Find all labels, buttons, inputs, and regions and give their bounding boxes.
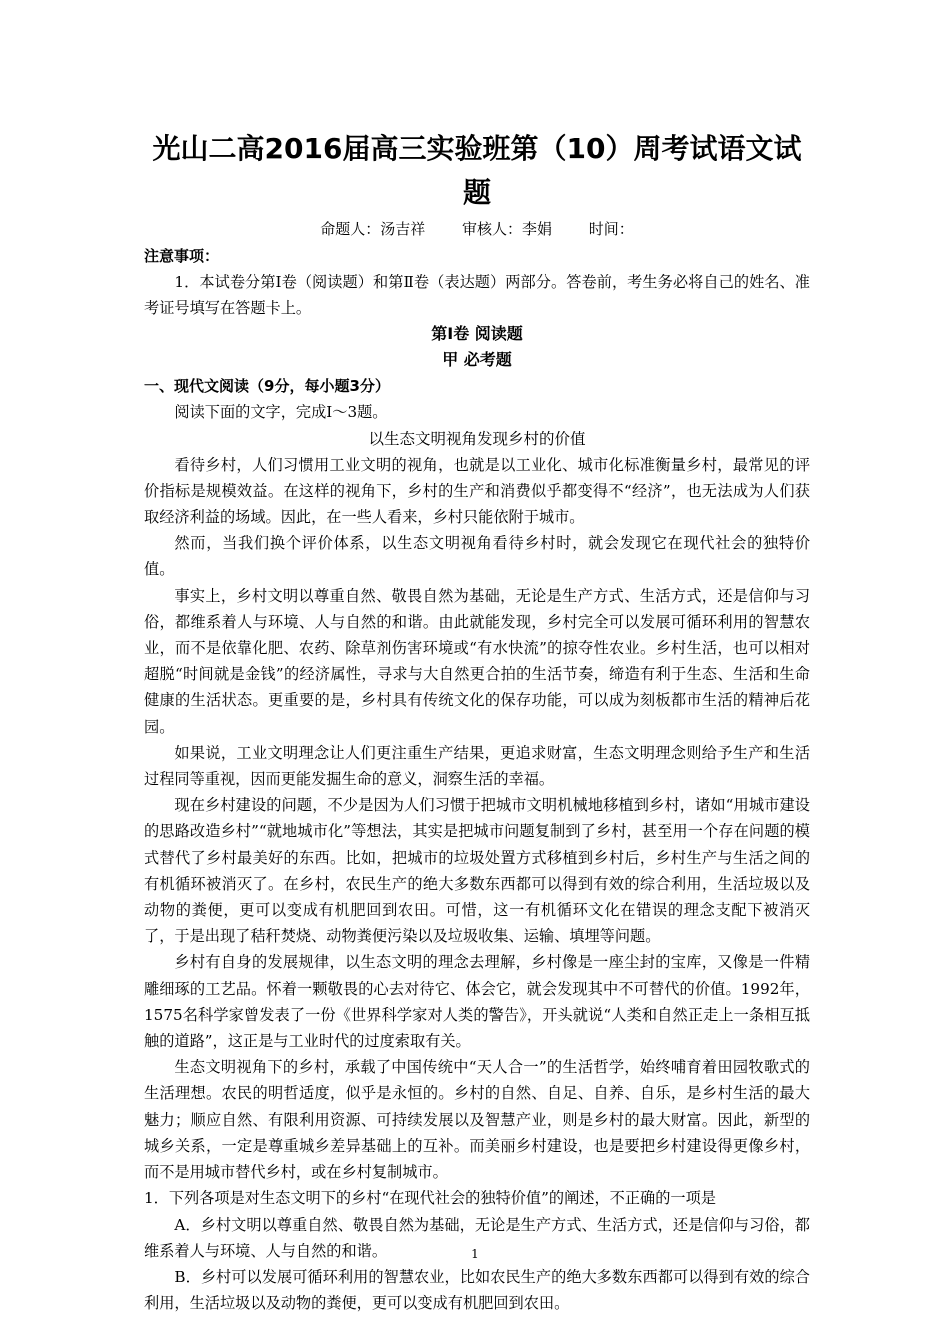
notice-item-1: 1．本试卷分第Ⅰ卷（阅读题）和第Ⅱ卷（表达题）两部分。答卷前，考生务必将自己的姓名、准考证号填写在答题卡上。 bbox=[144, 273, 810, 318]
part1-subheading: 甲 必考题 bbox=[442, 350, 512, 370]
article-paragraph: 乡村有自身的发展规律，以生态文明的理念去理解，乡村像是一座尘封的宝库，又像是一件精雕细琢的工艺品。怀着一颗敬畏的心去对待它、体会它，就会发现其中不可替代的价值。1992年，1575名科学家曾发表了一份《世界科学家对人类的警告》，开头就说“人类和自然正走上一条相互抵触的道路”，这正是与工业时代的过度索取有关。 bbox=[144, 953, 810, 1051]
section1-instruction: 阅读下面的文字，完成Ⅰ～3题。 bbox=[174, 403, 388, 422]
author-line bbox=[144, 217, 810, 241]
page-number: 1 bbox=[471, 1247, 479, 1261]
reviewer: 审核人：李娟 bbox=[461, 220, 552, 238]
question-1-stem: 1．下列各项是对生态文明下的乡村“在现代社会的独特价值”的阐述，不正确的一项是 bbox=[144, 1189, 716, 1208]
article-paragraph: 事实上，乡村文明以尊重自然、敬畏自然为基础，无论是生产方式、生活方式，还是信仰与习俗，都维系着人与环境、人与自然的和谐。由此就能发现，乡村完全可以发展可循环利用的智慧农业，而不是依靠化肥、农药、除草剂伤害环境或“有水快流”的掠夺性农业。乡村生活，也可以相对超脱“时间就是金钱”的经济属性，寻求与大自然更合拍的生活节奏，缔造有利于生态、生活和生命健康的生活状态。更重要的是，乡村具有传统文化的保存功能，可以成为刻板都市生活的精神后花园。 bbox=[144, 586, 810, 736]
part1-heading: 第Ⅰ卷 阅读题 bbox=[431, 324, 523, 344]
section1-heading: 一、现代文阅读（9分，每小题3分） bbox=[144, 377, 390, 396]
article-title: 以生态文明视角发现乡村的价值 bbox=[368, 429, 586, 448]
article-paragraph: 生态文明视角下的乡村，承载了中国传统中“天人合一”的生活哲学，始终哺育着田园牧歌式的生活理想。农民的明哲适度，似乎是永恒的。乡村的自然、自足、自养、自乐，是乡村生活的最大魅力；顺应自然、有限利用资源、可持续发展以及智慧产业，则是乡村的最大财富。因此，新型的城乡关系，一定是尊重城乡差异基础上的互补。而美丽乡村建设，也是要把乡村建设得更像乡村，而不是用城市替代乡村，或在乡村复制城市。 bbox=[144, 1058, 810, 1182]
setter: 命题人：汤吉祥 bbox=[320, 220, 426, 238]
article-paragraph: 现在乡村建设的问题，不少是因为人们习惯于把城市文明机械地移植到乡村，诸如“用城市建设的思路改造乡村”“就地城市化”等想法，其实是把城市问题复制到了乡村，甚至用一个存在问题的模式替代了乡村最美好的东西。比如，把城市的垃圾处置方式移植到乡村后，乡村生产与生活之间的有机循环被消灭了。在乡村，农民生产的绝大多数东西都可以得到有效的综合利用，生活垃圾以及动物的粪便，更可以变成有机肥回到农田。可惜，这一有机循环文化在错误的理念支配下被消灭了，于是出现了秸秆焚烧、动物粪便污染以及垃圾收集、运输、填埋等问题。 bbox=[144, 796, 810, 946]
article-paragraph: 如果说，工业文明理念让人们更注重生产结果，更追求财富，生态文明理念则给予生产和生活过程同等重视，因而更能发掘生命的意义，洞察生活的幸福。 bbox=[144, 743, 810, 789]
question-1-option-a: A．乡村文明以尊重自然、敬畏自然为基础，无论是生产方式、生活方式，还是信仰与习俗，都维系着人与环境、人与自然的和谐。 bbox=[144, 1215, 810, 1260]
exam-time: 时间： bbox=[588, 220, 634, 238]
notice-heading: 注意事项： bbox=[144, 247, 220, 265]
exam-title: 光山二高2016届高三实验班第（10）周考试语文试题 bbox=[152, 132, 802, 209]
question-1-option-b: B．乡村可以发展可循环利用的智慧农业，比如农民生产的绝大多数东西都可以得到有效的综合利用，生活垃圾以及动物的粪便，更可以变成有机肥回到农田。 bbox=[144, 1267, 810, 1313]
article-paragraph: 然而，当我们换个评价体系，以生态文明视角看待乡村时，就会发现它在现代社会的独特价值。 bbox=[144, 534, 810, 579]
article-paragraph: 看待乡村，人们习惯用工业文明的视角，也就是以工业化、城市化标准衡量乡村，最常见的评价指标是规模效益。在这样的视角下，乡村的生产和消费似乎都变得不“经济”，也无法成为人们获取经济利益的场域。因此，在一些人看来，乡村只能依附于城市。 bbox=[144, 455, 810, 527]
